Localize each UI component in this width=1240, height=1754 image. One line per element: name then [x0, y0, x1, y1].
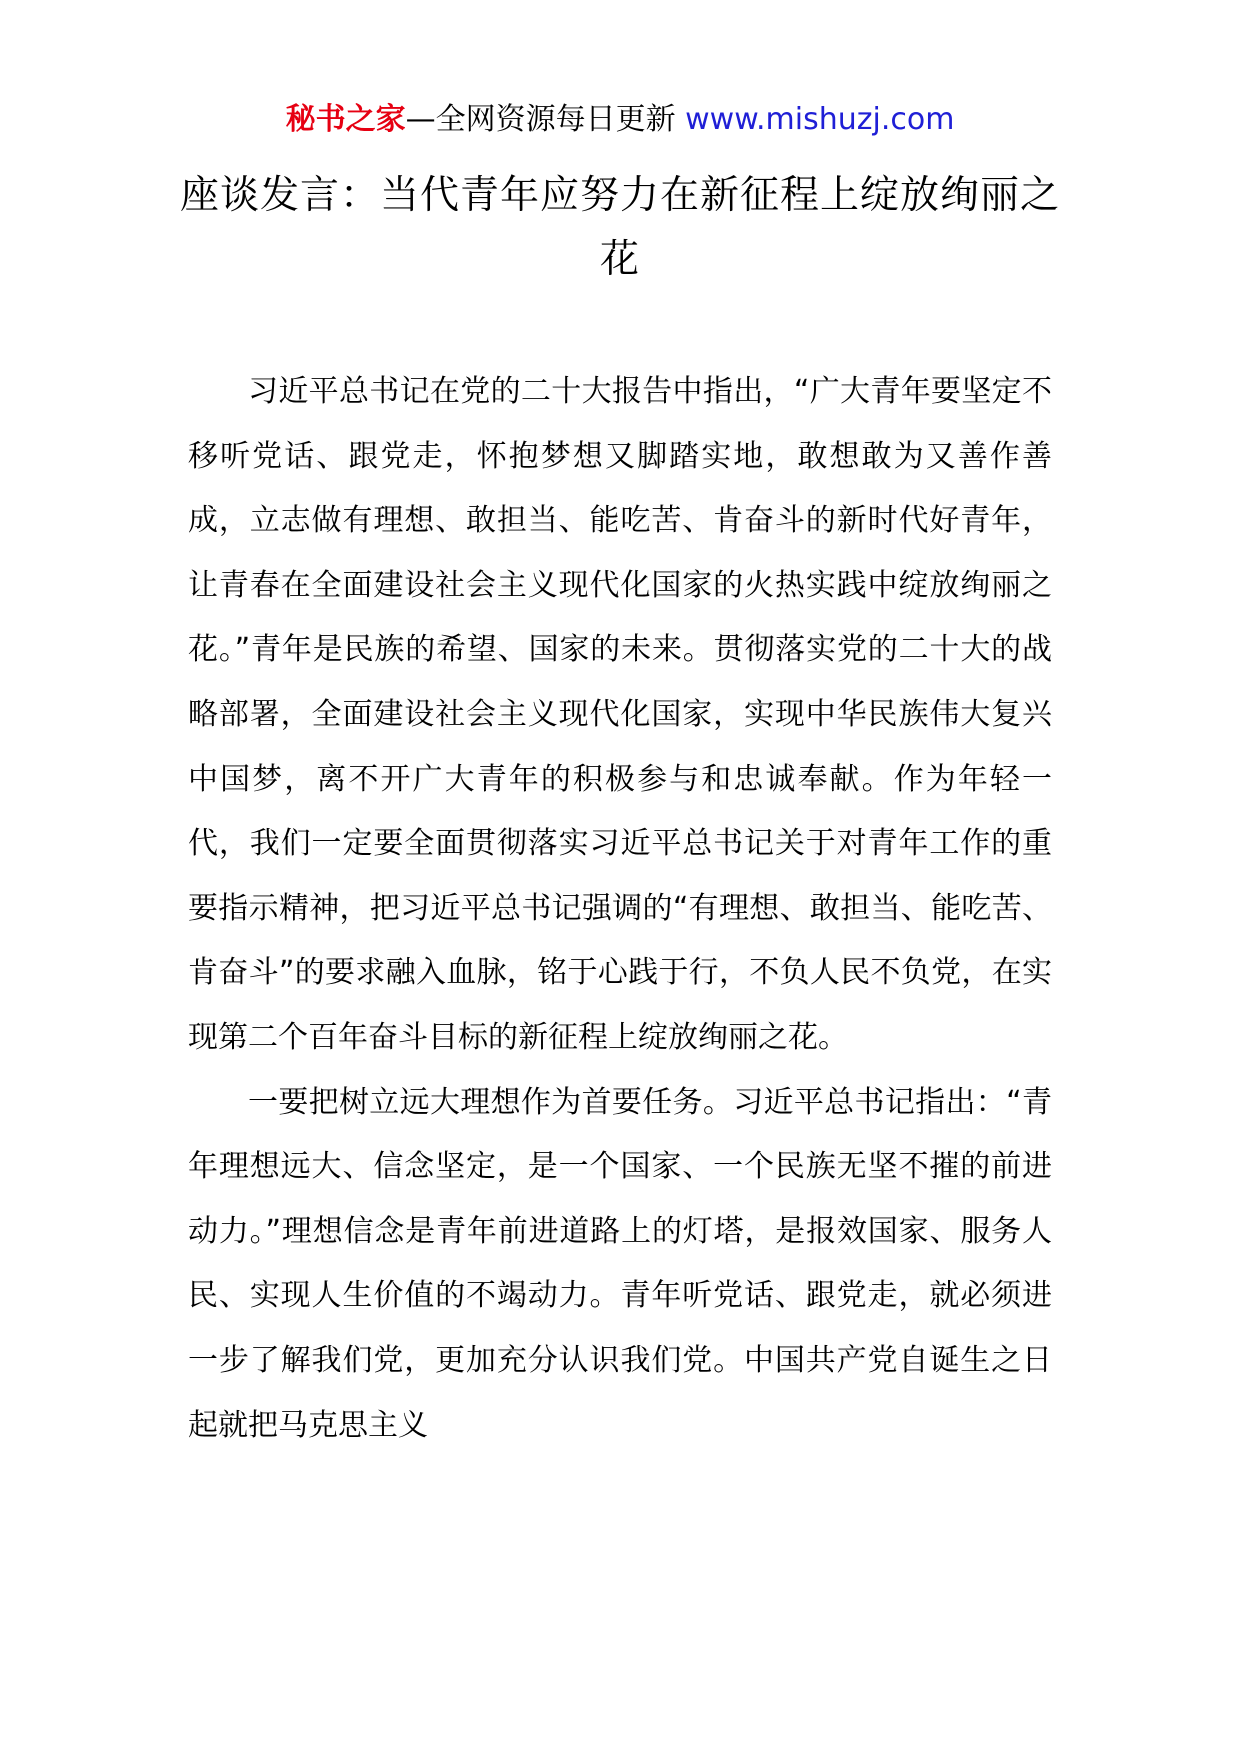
paragraph-intro: 习近平总书记在党的二十大报告中指出，“广大青年要坚定不移听党话、跟党走，怀抱梦想又脚踏实地，敢想敢为又善作善成，立志做有理想、敢担当、能吃苦、肯奋斗的新时代好青年，让青春在全面建设社会主义现代化国家的火热实践中绽放绚丽之花。”青年是民族的希望、国家的未来。贯彻落实党的二十大的战略部署，全面建设社会主义现代化国家，实现中华民族伟大复兴中国梦，离不开广大青年的积极参与和忠诚奉献。作为年轻一代，我们一定要全面贯彻落实习近平总书记关于对青年工作的重要指示精神，把习近平总书记强调的“有理想、敢担当、能吃苦、肯奋斗”的要求融入血脉，铭于心践于行，不负人民不负党，在实现第二个百年奋斗目标的新征程上绽放绚丽之花。: [188, 374, 1052, 1055]
header-slogan: —全网资源每日更新: [405, 102, 686, 137]
document-title: 座谈发言：当代青年应努力在新征程上绽放绚丽之花: [180, 173, 1061, 282]
brand-name: 秘书之家: [285, 102, 406, 137]
paragraph-point-one: 一要把树立远大理想作为首要任务。习近平总书记指出：“青年理想远大、信念坚定，是一个国家、一个民族无坚不摧的前进动力。”理想信念是青年前进道路上的灯塔，是报效国家、服务人民、实现人生价值的不竭动力。青年听党话、跟党走，就必须进一步了解我们党，更加充分认识我们党。中国共产党自诞生之日起就把马克思主义: [188, 1084, 1052, 1443]
document-body: [188, 360, 1052, 1458]
site-header: [0, 98, 1240, 142]
site-url-link[interactable]: www.mishuzj.com: [685, 102, 955, 137]
